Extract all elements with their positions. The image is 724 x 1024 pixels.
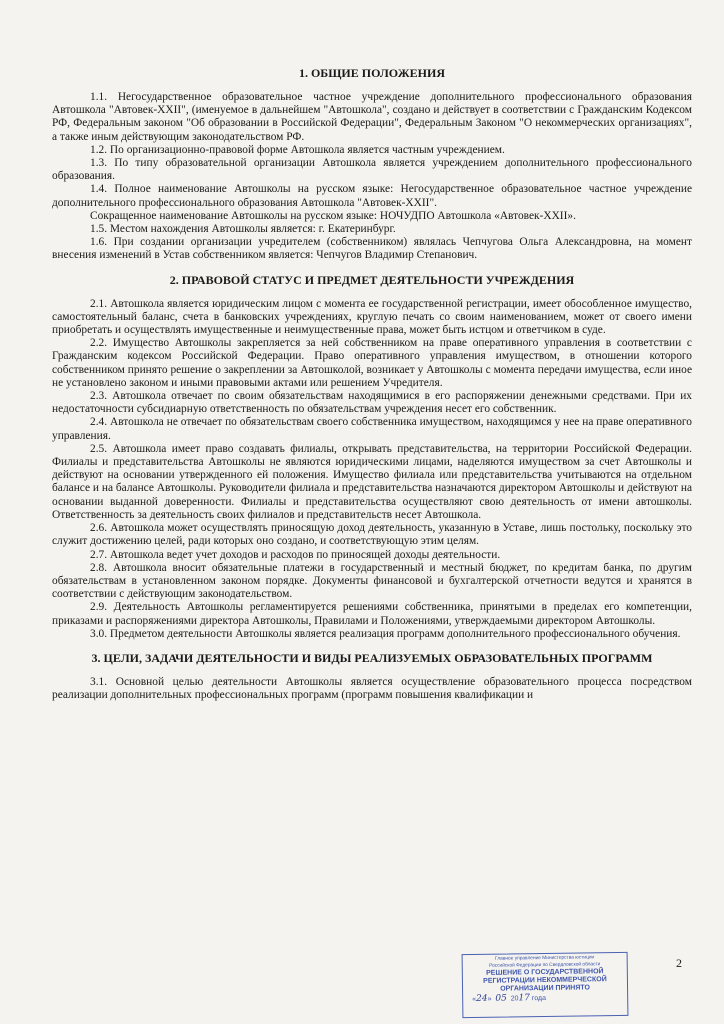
clause-1-6: 1.6. При создании организации учредителем (собственником) являлась Чепчугова Ольга Александровна, на момент внесения изменений в Устав собственником является: Чепчугов Владимир Степанович. bbox=[52, 236, 692, 262]
section-1-title: 1. ОБЩИЕ ПОЛОЖЕНИЯ bbox=[298, 66, 446, 80]
stamp-month: 05 bbox=[495, 993, 507, 1004]
section-1 bbox=[52, 66, 692, 263]
clause-1-4: 1.4. Полное наименование Автошколы на русском языке: Негосударственное образовательное частное учреждение дополнительного профессионального образования Автошкола "Автовек-XXII". bbox=[52, 183, 692, 209]
clause-2-3: 2.3. Автошкола отвечает по своим обязательствам находящимися в его распоряжении денежными средствами. При их недостаточности субсидиарную ответственность по обязательствам учреждения несет его собственник. bbox=[52, 390, 692, 416]
stamp-header-1: Главное управление Министерства юстиции bbox=[495, 955, 595, 962]
clause-1-4-short: Сокращенное наименование Автошколы на русском языке: НОЧУДПО Автошкола «Автовек-XXII». bbox=[90, 209, 576, 222]
section-3 bbox=[52, 651, 692, 702]
section-2 bbox=[52, 273, 692, 641]
clause-2-4: 2.4. Автошкола не отвечает по обязательствам своего собственника имуществом, находящимся у нее на праве оперативного управления. bbox=[52, 416, 692, 442]
clause-3-1: 3.1. Основной целью деятельности Автошколы является осуществление образовательного процесса посредством реализации дополнительных профессиональных программ (программ повышения квалификации и bbox=[52, 675, 692, 702]
stamp-day: 24 bbox=[476, 993, 488, 1004]
clause-2-1: 2.1. Автошкола является юридическим лицом с момента ее государственной регистрации, имеет обособленное имущество, самостоятельный баланс, счета в банковских учреждениях, круглую печать со своим наименованием, может от своего имени приобретать и осуществлять имущественные и неимущественные права, может быть истцом и ответчиком в суде. bbox=[52, 297, 692, 337]
stamp-line-1: РЕШЕНИЕ О ГОСУДАРСТВЕННОЙ bbox=[486, 968, 604, 977]
section-3-title: 3. ЦЕЛИ, ЗАДАЧИ ДЕЯТЕЛЬНОСТИ И ВИДЫ РЕАЛИЗУЕМЫХ ОБРАЗОВАТЕЛЬНЫХ ПРОГРАММ bbox=[91, 650, 653, 665]
clause-2-6: 2.6. Автошкола может осуществлять приносящую доход деятельность, указанную в Уставе, лишь постольку, поскольку это служит достижению целей, ради которых оно создано, и соответствующую этим целям. bbox=[52, 522, 692, 548]
stamp-line-3: ОРГАНИЗАЦИИ ПРИНЯТО bbox=[500, 984, 590, 993]
page-number: 2 bbox=[676, 956, 682, 970]
stamp-year-suffix: 17 bbox=[518, 993, 531, 1004]
clause-2-2: 2.2. Имущество Автошколы закрепляется за ней собственником на праве оперативного управления в соответствии с Гражданским кодексом Российской Федерации. Право оперативного управления имуществом, в отношении которого собственником принято решение о закреплении за Автошколой, возникает у Автошколы с момента передачи имущества, если иное не установлено законом и иными правовыми актами или решением Учредителя. bbox=[52, 337, 692, 389]
document-page bbox=[52, 66, 692, 712]
clause-2-5: 2.5. Автошкола имеет право создавать филиалы, открывать представительства, на территории Российской Федерации. Филиалы и представительства Автошколы не являются юридическими лицами, наделяются имуществом за счет Автошколы и действуют на основании утвержденного ей положения. Имущество филиала или представительства учитываются на отдельном балансе и на балансе Автошколы. Руководители филиала и представительства назначаются директором Автошколы и действуют на основании выданной доверенности. Филиалы и представительства осуществляют свою деятельность от имени автошколы. Ответственность за деятельность своих филиалов и представительств несет Автошкола. bbox=[52, 442, 692, 521]
stamp-date: «24» 05 2017 года bbox=[472, 993, 547, 1004]
clause-2-8: 2.8. Автошкола вносит обязательные платежи в государственный и местный бюджет, по кредитам банка, по другим обязательствам в установленном законом порядке. Документы финансовой и бухгалтерской отчетности ведутся и хранятся в соответствии с действующим законодательством. bbox=[52, 561, 692, 601]
section-2-title: 2. ПРАВОВОЙ СТАТУС И ПРЕДМЕТ ДЕЯТЕЛЬНОСТИ УЧРЕЖДЕНИЯ bbox=[169, 272, 575, 287]
clause-1-2: 1.2. По организационно-правовой форме Автошкола является частным учреждением. bbox=[90, 143, 505, 156]
registration-stamp bbox=[462, 952, 629, 1018]
clause-1-1: 1.1. Негосударственное образовательное частное учреждение дополнительного профессионального образования Автошкола "Автовек-XXII", (именуемое в дальнейшем "Автошкола", создано и действует в соответствии с Гражданским Кодексом РФ, Федеральным законом "Об образовании в Российской Федерации", Федеральным Законом "О некоммерческих организациях", а также иным действующим законодательством РФ. bbox=[52, 91, 692, 143]
clause-1-5: 1.5. Местом нахождения Автошколы является: г. Екатеринбург. bbox=[90, 223, 396, 236]
clause-3-0: 3.0. Предметом деятельности Автошколы является реализация программ дополнительного профессионального обучения. bbox=[90, 627, 681, 640]
clause-1-3: 1.3. По типу образовательной организации Автошкола является учреждением дополнительного профессионального образования. bbox=[52, 157, 692, 183]
stamp-header-2: Российской Федерации по Свердловской области bbox=[489, 961, 601, 969]
stamp-year-prefix: 20 bbox=[510, 995, 519, 1003]
stamp-line-2: РЕГИСТРАЦИИ НЕКОММЕРЧЕСКОЙ bbox=[483, 976, 607, 985]
stamp-year-label: года bbox=[531, 994, 547, 1003]
clause-2-9: 2.9. Деятельность Автошколы регламентируется решениями собственника, принятыми в пределах его компетенции, приказами и распоряжениями директора Автошколы, Правилами и Положениями, утверждаемыми директором Автошколы. bbox=[52, 601, 692, 627]
clause-2-7: 2.7. Автошкола ведет учет доходов и расходов по приносящей доходы деятельности. bbox=[90, 548, 501, 561]
